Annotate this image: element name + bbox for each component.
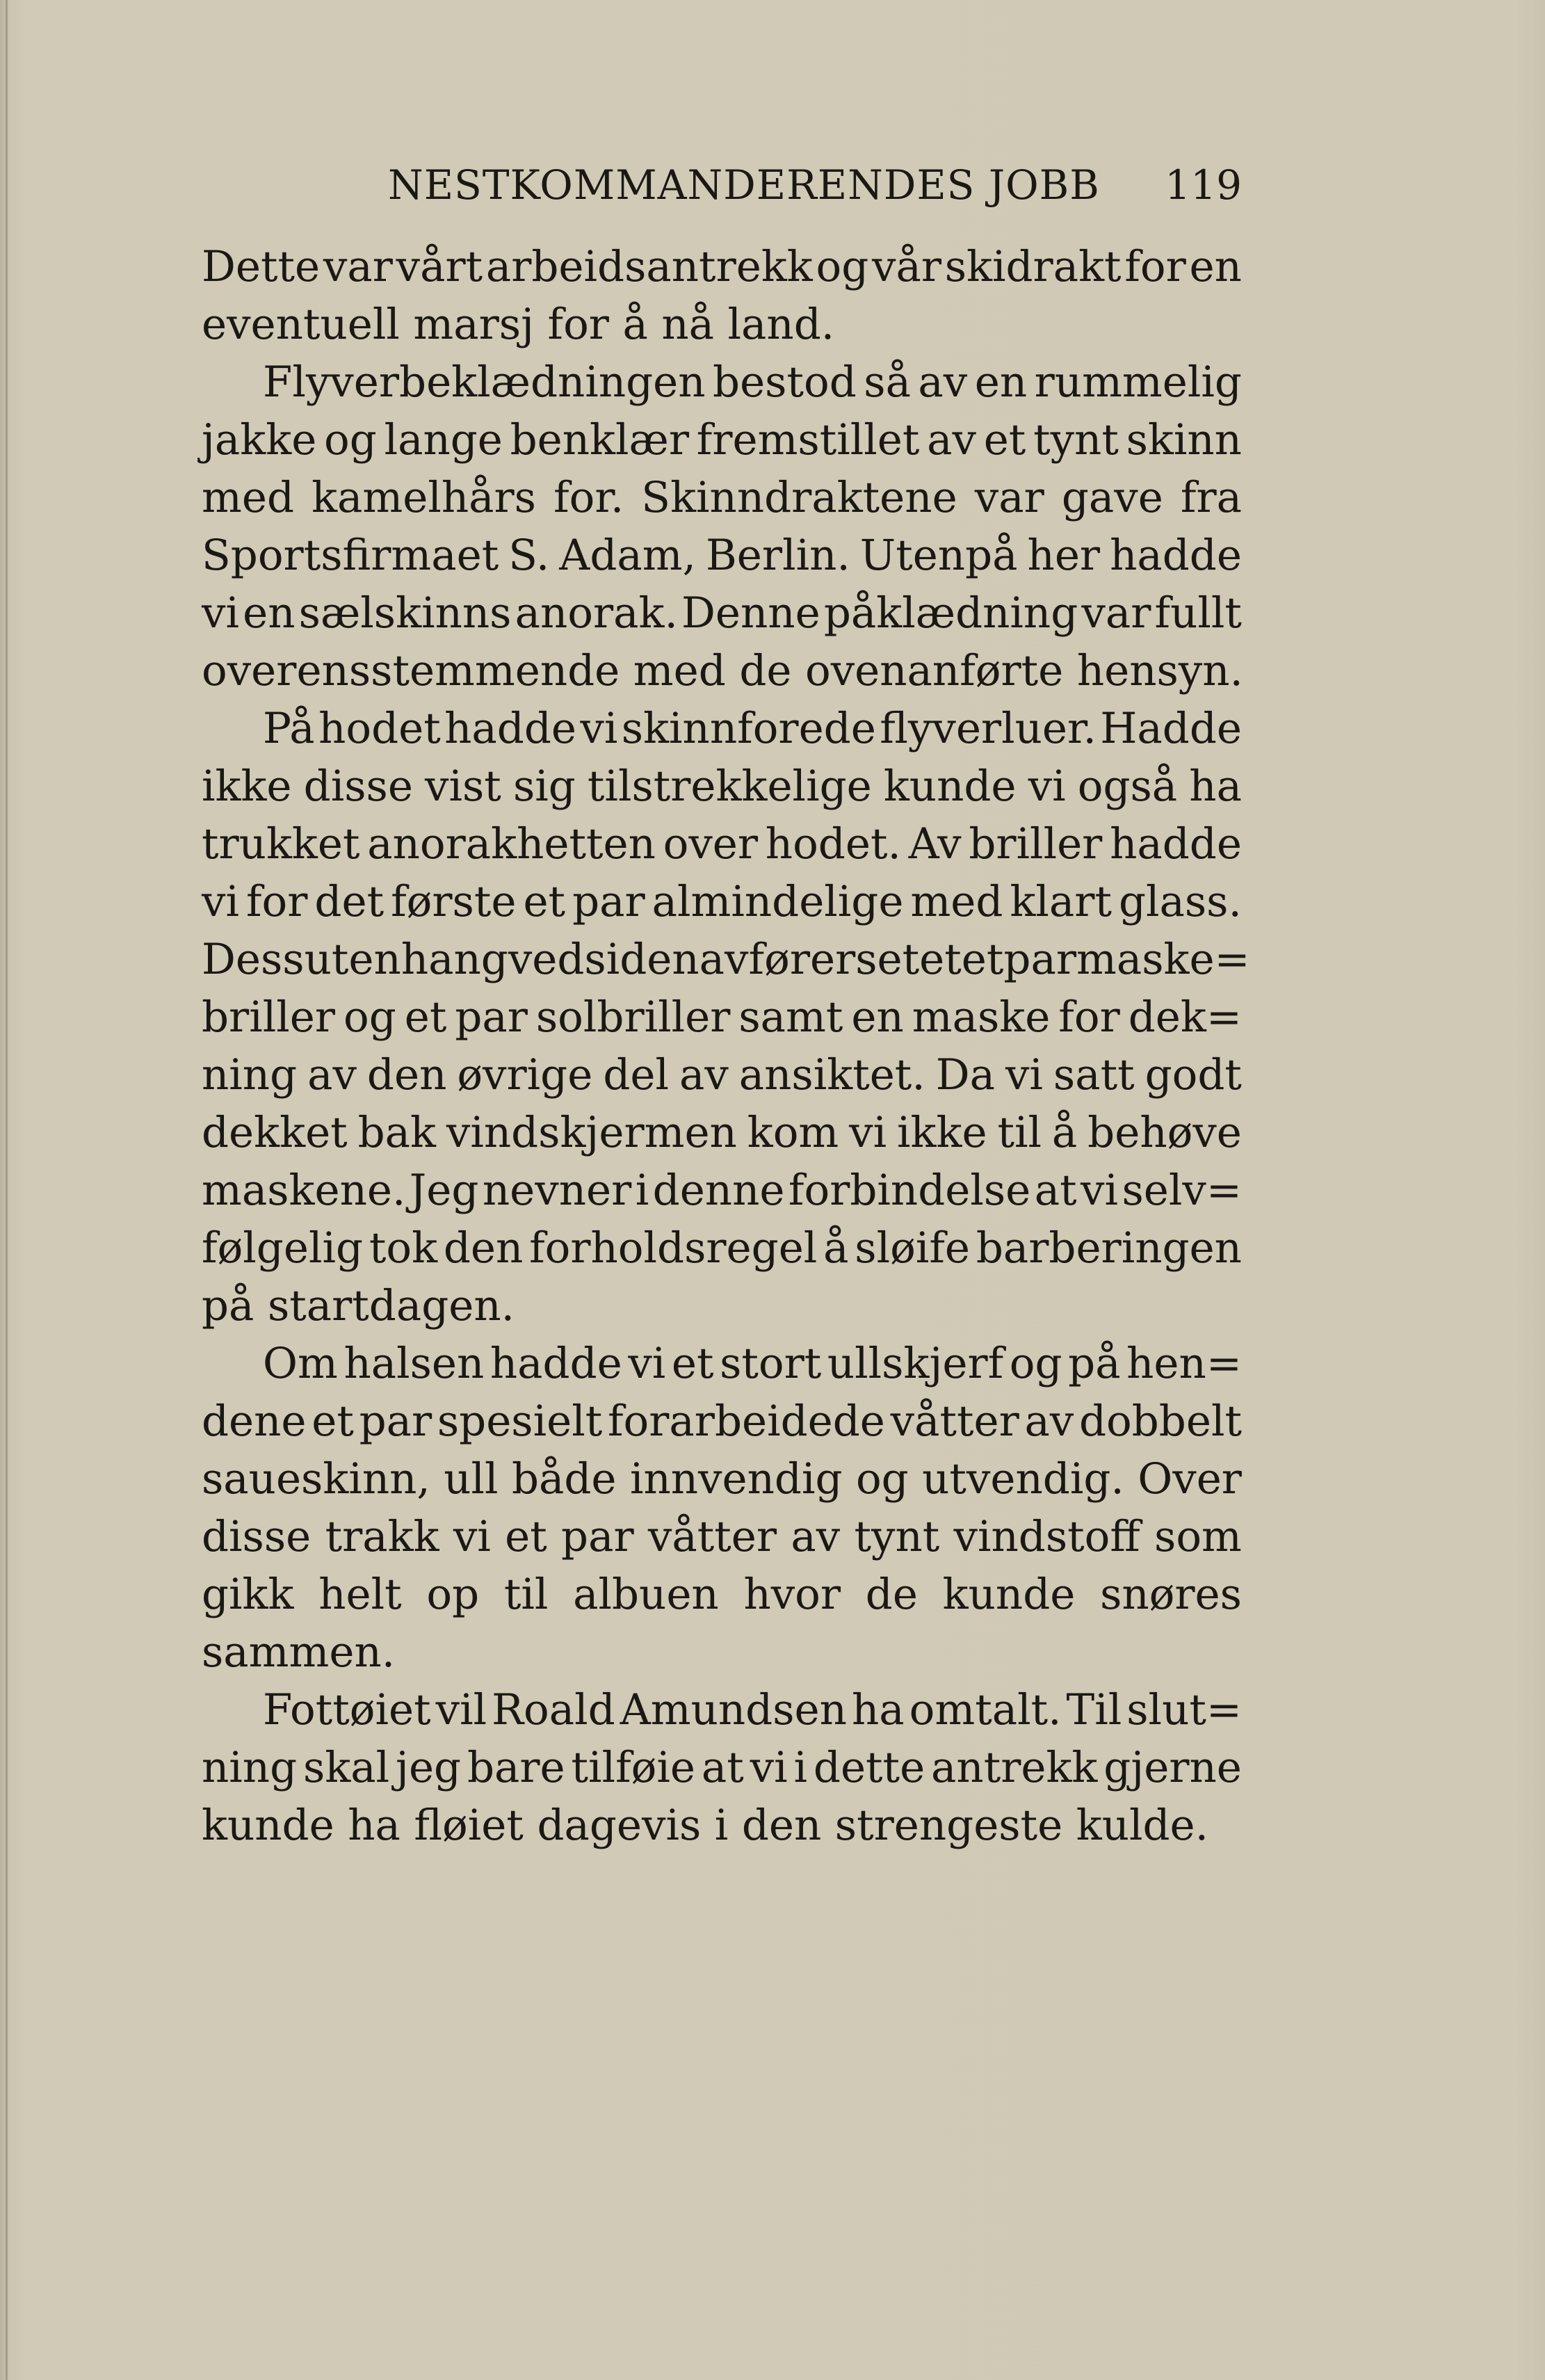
word: følgelig [202, 1223, 364, 1273]
word: og [816, 242, 869, 291]
word: skidrakt [944, 242, 1122, 291]
word: maske [912, 992, 1051, 1042]
word: ovenanførte [804, 646, 1064, 695]
word: forholdsregel [529, 1223, 818, 1273]
word: vil [435, 1685, 487, 1735]
word: benklær [510, 415, 690, 465]
word: et [671, 1339, 714, 1388]
word: at [1034, 1166, 1077, 1215]
word: ikke [897, 1108, 987, 1157]
word: Roald [492, 1685, 615, 1735]
word: hang [401, 935, 508, 984]
word: På [263, 704, 315, 753]
word: saueskinn, [202, 1454, 430, 1504]
word: almindelige [652, 877, 904, 926]
word: hadde [490, 1339, 622, 1388]
word: her [1027, 531, 1101, 580]
text-line [202, 1161, 1242, 1219]
word: forarbeidede [607, 1397, 885, 1446]
word: Dette [202, 242, 321, 291]
word: startdagen. [267, 1281, 515, 1330]
word: hodet [318, 704, 441, 753]
word: selv= [1122, 1166, 1242, 1215]
word: vi [1005, 1050, 1043, 1100]
word: strengeste [834, 1801, 1063, 1850]
word: par [359, 1397, 432, 1446]
word: glass. [1118, 877, 1242, 926]
word: anorak. [515, 588, 678, 638]
word: par [455, 992, 528, 1042]
text-line [202, 353, 1242, 411]
text-line [202, 642, 1242, 700]
word: Fottøiet [263, 1685, 431, 1735]
word: vårt [396, 242, 483, 291]
text-line [202, 815, 1242, 873]
text-line [202, 1681, 1242, 1739]
word: dekket [202, 1108, 348, 1157]
word: overensstemmende [202, 646, 620, 695]
word: utvendig. [922, 1454, 1124, 1504]
word: vindstoff [953, 1512, 1140, 1561]
word: et [983, 415, 1026, 465]
word: lange [384, 415, 503, 465]
word: vi [453, 1512, 491, 1561]
word: kulde. [1076, 1801, 1209, 1850]
text-line [202, 1104, 1242, 1161]
word: marsj [413, 300, 534, 349]
word: den [443, 1223, 524, 1273]
word: å [1051, 1108, 1078, 1157]
word: satt [1053, 1050, 1135, 1100]
word: Dessuten [202, 935, 401, 984]
word: tynt [1033, 415, 1119, 465]
word: dagevis [537, 1801, 702, 1850]
word: bare [467, 1743, 565, 1792]
text-line [202, 526, 1242, 584]
word: ning [202, 1743, 298, 1792]
word: våtter [647, 1512, 777, 1561]
word: hadde [1110, 531, 1242, 580]
word: samt [738, 992, 843, 1042]
word: spesielt [437, 1397, 603, 1446]
word: øvrige [457, 1050, 593, 1100]
word: som [1154, 1512, 1242, 1561]
word: vi [628, 1339, 666, 1388]
word: våtter [890, 1397, 1019, 1446]
word: for [547, 300, 609, 349]
word: ikke [202, 762, 292, 811]
word: med [910, 877, 1003, 926]
word: det [314, 877, 385, 926]
word: disse [202, 1512, 312, 1561]
word: disse [303, 762, 413, 811]
word: vi [750, 1743, 788, 1792]
word: Amundsen [620, 1685, 847, 1735]
word: første [391, 877, 517, 926]
word: fløiet [414, 1801, 524, 1850]
word: briller [202, 992, 335, 1042]
word: snøres [1100, 1570, 1242, 1619]
word: hodet. [765, 819, 901, 869]
word: hensyn. [1076, 646, 1243, 695]
word: dene [202, 1397, 307, 1446]
word: fremstillet [696, 415, 920, 465]
word: tynt [854, 1512, 940, 1561]
word: over [663, 819, 759, 869]
word: vi [202, 877, 239, 926]
text-line [202, 1739, 1242, 1796]
word: antrekk [931, 1743, 1098, 1792]
text-line [202, 1623, 1242, 1681]
word: på [202, 1281, 254, 1330]
word: var [1081, 588, 1151, 638]
word: med [633, 646, 726, 695]
word: S. [508, 531, 550, 580]
word: Flyverbeklædningen [263, 357, 706, 407]
word: en [1189, 242, 1242, 291]
text-line [202, 931, 1250, 988]
word: innvendig [629, 1454, 843, 1504]
word: en [243, 588, 296, 638]
word: hadde [444, 704, 576, 753]
text-line [202, 1450, 1242, 1508]
text-line [202, 1392, 1242, 1450]
word: Jeg [409, 1166, 479, 1215]
word: førersetet [748, 935, 962, 984]
word: sig [512, 762, 576, 811]
word: et [961, 935, 1004, 984]
word: og [855, 1454, 909, 1504]
word: i [793, 1743, 808, 1792]
word: til [997, 1108, 1042, 1157]
word: et [312, 1397, 354, 1446]
word: jeg [396, 1743, 462, 1792]
word: Sportsfirmaet [202, 531, 499, 580]
word: for [1058, 992, 1120, 1042]
word: par [572, 877, 645, 926]
word: op [426, 1570, 480, 1619]
word: arbeidsantrekk [485, 242, 813, 291]
running-head [202, 161, 1242, 210]
word: vi [849, 1108, 887, 1157]
word: på [1068, 1339, 1121, 1388]
word: ansiktet. [738, 1050, 925, 1100]
word: kom [747, 1108, 839, 1157]
text-line [202, 469, 1242, 526]
word: å [823, 1223, 849, 1273]
word: Da [935, 1050, 995, 1100]
word: flyverluer. [880, 704, 1097, 753]
word: godt [1144, 1050, 1242, 1100]
text-line [202, 1566, 1242, 1623]
word: med [202, 473, 294, 522]
word: halsen [343, 1339, 485, 1388]
word: rummelig [1034, 357, 1242, 407]
text-line [202, 296, 1242, 353]
word: for [1124, 242, 1186, 291]
word: Berlin. [705, 531, 850, 580]
word: nevner [482, 1166, 632, 1215]
word: klart [1010, 877, 1112, 926]
word: stort [720, 1339, 822, 1388]
word: hvor [743, 1570, 841, 1619]
word: dobbelt [1078, 1397, 1242, 1446]
text-line [202, 1335, 1242, 1392]
word: vi [1081, 1166, 1119, 1215]
text-line [202, 1508, 1242, 1566]
word: trukket [202, 819, 360, 869]
word: solbriller [535, 992, 731, 1042]
word: av [307, 1050, 357, 1100]
word: vindskjermen [446, 1108, 737, 1157]
word: kunde [883, 762, 1017, 811]
word: ning [202, 1050, 298, 1100]
word: av [927, 415, 976, 465]
word: Av [908, 819, 962, 869]
word: vi [1028, 762, 1066, 811]
text-line [202, 1277, 1242, 1335]
word: barberingen [976, 1223, 1242, 1273]
page-gutter [6, 0, 8, 2380]
word: for. [553, 473, 624, 522]
word: forbindelse [788, 1166, 1031, 1215]
word: og [324, 415, 377, 465]
word: land. [727, 300, 835, 349]
text-line [202, 988, 1242, 1046]
word: Om [263, 1339, 338, 1388]
word: hadde [1110, 819, 1242, 869]
text-line [202, 700, 1242, 757]
word: skinnforede [621, 704, 876, 753]
word: at [701, 1743, 744, 1792]
word: og [1009, 1339, 1062, 1388]
word: maske= [1076, 935, 1250, 984]
word: en [851, 992, 904, 1042]
word: vi [580, 704, 618, 753]
word: de [865, 1570, 918, 1619]
word: av [679, 1050, 729, 1100]
word: siden [584, 935, 699, 984]
word: en [974, 357, 1028, 407]
word: kunde [202, 1801, 334, 1850]
word: nå [661, 300, 715, 349]
word: tok [369, 1223, 438, 1273]
running-title: NESTKOMMANDERENDES JOBB [388, 161, 1100, 209]
word: sælskinns [298, 588, 512, 638]
word: de [739, 646, 792, 695]
word: vi [202, 588, 239, 638]
word: ha [851, 1685, 905, 1735]
word: par [561, 1512, 634, 1561]
word: slut= [1126, 1685, 1242, 1735]
word: maskene. [202, 1166, 406, 1215]
word: så [864, 357, 911, 407]
word: Adam, [559, 531, 696, 580]
text-line [202, 411, 1242, 469]
page-number: 119 [1165, 161, 1242, 209]
word: fullt [1154, 588, 1242, 638]
text-line [202, 1796, 1242, 1854]
word: den [741, 1801, 822, 1850]
word: et [505, 1512, 547, 1561]
word: kamelhårs [312, 473, 536, 522]
word: var [323, 242, 393, 291]
word: av [918, 357, 968, 407]
word: dette [813, 1743, 925, 1792]
word: den [366, 1050, 447, 1100]
word: å [622, 300, 648, 349]
word: gave [1061, 473, 1163, 522]
word: briller [969, 819, 1103, 869]
word: sammen. [202, 1627, 396, 1677]
word: både [511, 1454, 617, 1504]
text-line [202, 1219, 1242, 1277]
text-line [202, 1046, 1242, 1104]
word: sløife [855, 1223, 971, 1273]
word: bestod [713, 357, 857, 407]
word: behøve [1087, 1108, 1242, 1157]
word: i [635, 1166, 649, 1215]
text-line [202, 238, 1242, 296]
word: kunde [942, 1570, 1076, 1619]
word: ha [348, 1801, 401, 1850]
word: også [1077, 762, 1178, 811]
word: og [343, 992, 396, 1042]
word: tilstrekkelige [587, 762, 872, 811]
text-line [202, 873, 1242, 931]
word: i [714, 1801, 729, 1850]
word: av [791, 1512, 841, 1561]
word: denne [652, 1166, 785, 1215]
word: anorakhetten [367, 819, 656, 869]
word: av [1024, 1397, 1074, 1446]
word: et [404, 992, 447, 1042]
word: ullskjerf [827, 1339, 1004, 1388]
word: ved [508, 935, 585, 984]
word: albuen [573, 1570, 719, 1619]
word: et [523, 877, 566, 926]
word: jakke [202, 415, 317, 465]
word: Denne [681, 588, 820, 638]
word: Til [1066, 1685, 1122, 1735]
word: dek= [1128, 992, 1242, 1042]
word: ha [1189, 762, 1242, 811]
word: var [974, 473, 1044, 522]
word: Utenpå [859, 531, 1018, 580]
word: av [699, 935, 749, 984]
word: vist [425, 762, 501, 811]
word: hen= [1126, 1339, 1242, 1388]
word: påklædning [823, 588, 1078, 638]
word: par [1003, 935, 1076, 984]
word: ull [444, 1454, 499, 1504]
body-text [202, 238, 1250, 1854]
word: skal [303, 1743, 390, 1792]
word: trakk [325, 1512, 439, 1561]
word: gikk [202, 1570, 294, 1619]
word: Over [1138, 1454, 1242, 1504]
word: gjerne [1103, 1743, 1242, 1792]
word: for [245, 877, 308, 926]
word: Hadde [1100, 704, 1242, 753]
word: tilføie [571, 1743, 695, 1792]
word: bak [357, 1108, 436, 1157]
word: vår [872, 242, 941, 291]
text-line [202, 584, 1242, 642]
word: del [603, 1050, 669, 1100]
word: Skinndraktene [641, 473, 957, 522]
word: skinn [1126, 415, 1242, 465]
word: til [503, 1570, 549, 1619]
word: omtalt. [909, 1685, 1062, 1735]
word: helt [318, 1570, 402, 1619]
word: eventuell [202, 300, 400, 349]
word: fra [1180, 473, 1242, 522]
text-line [202, 757, 1242, 815]
